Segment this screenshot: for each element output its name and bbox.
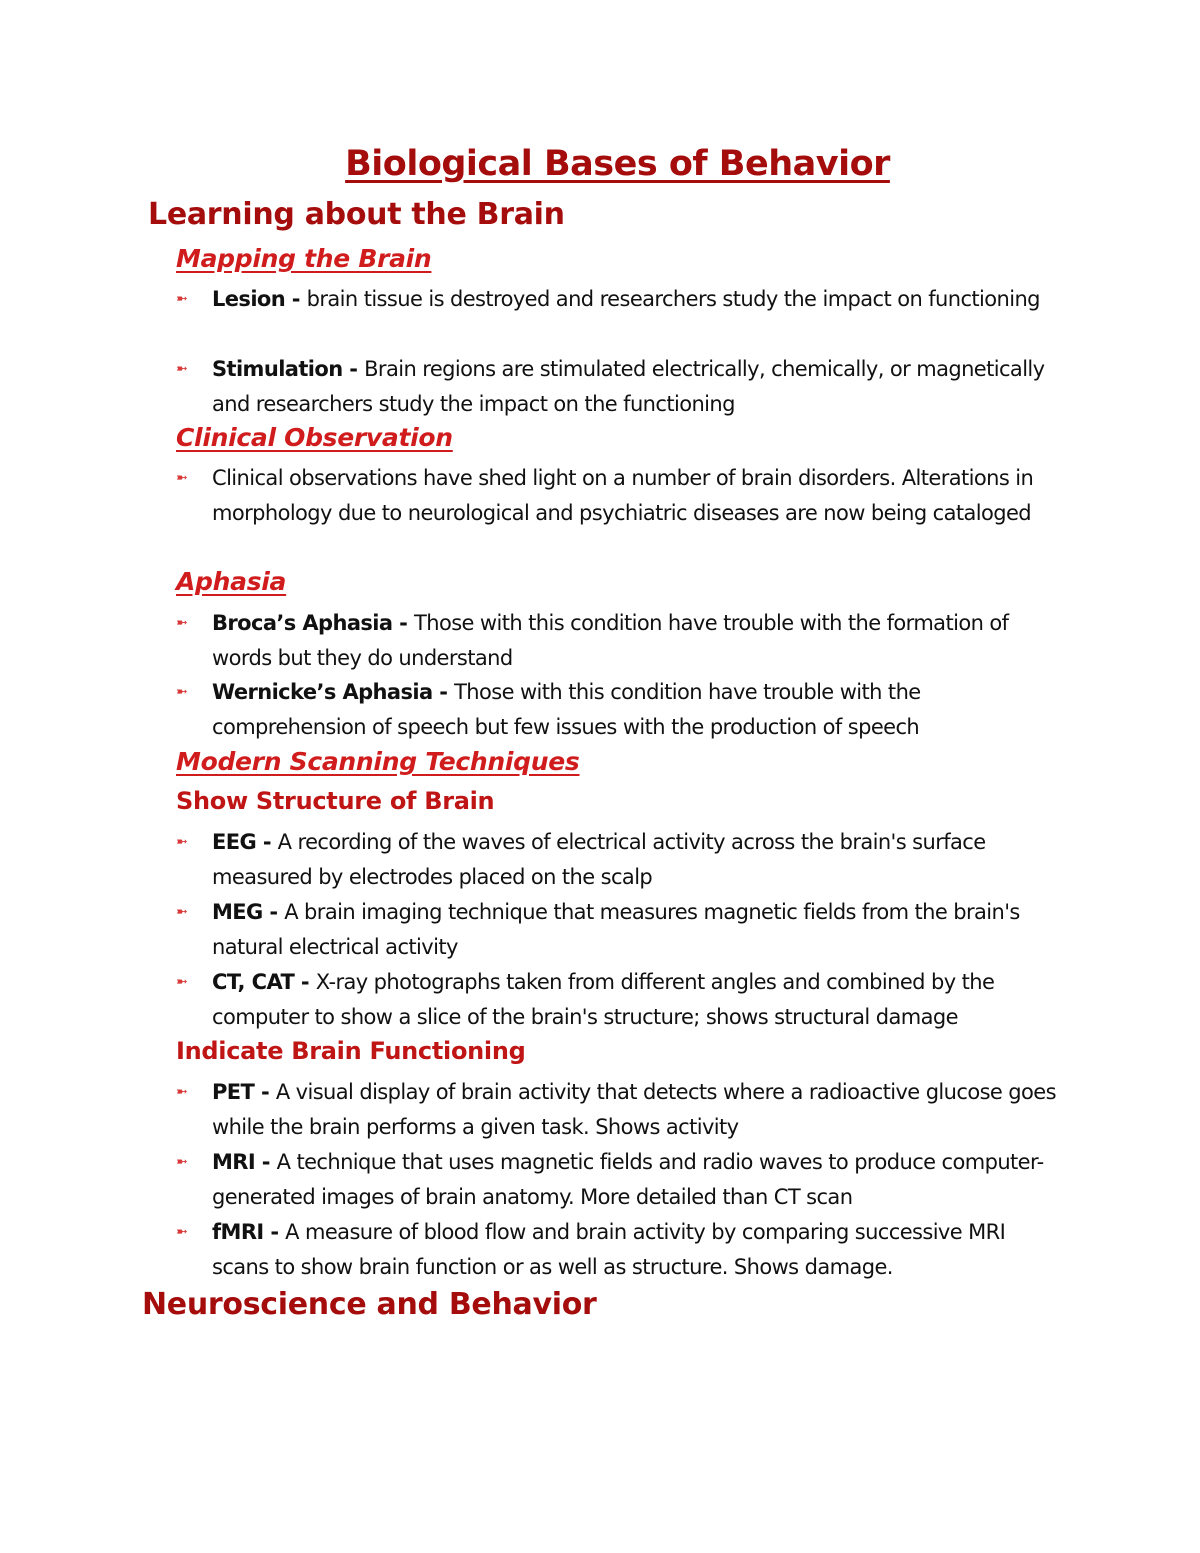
term-description: A brain imaging technique that measures magnetic fields from the brain's natural electrical activity (212, 900, 1020, 959)
term-label: MRI - (212, 1150, 277, 1174)
arrow-bullet-icon: ➼ (176, 974, 188, 990)
arrow-bullet-icon: ➼ (176, 1084, 188, 1100)
term-label: EEG - (212, 830, 278, 854)
arrow-bullet-icon: ➼ (176, 361, 188, 377)
section-heading-neuroscience: Neuroscience and Behavior (142, 1287, 597, 1322)
term-description: A technique that uses magnetic fields and radio waves to produce computer-generated images of brain anatomy. More detailed than CT scan (212, 1150, 1044, 1209)
term-description: X-ray photographs taken from different angles and combined by the computer to show a slice of the brain's structure; shows structural damage (212, 970, 995, 1029)
arrow-bullet-icon: ➼ (176, 615, 188, 631)
term-description: Those with this condition have trouble with the comprehension of speech but few issues with the production of speech (212, 680, 921, 739)
arrow-bullet-icon: ➼ (176, 470, 188, 486)
term-description: A visual display of brain activity that detects where a radioactive glucose goes while the brain performs a given task. Shows activity (212, 1080, 1056, 1139)
term-label: MEG - (212, 900, 285, 924)
term-description: Clinical observations have shed light on a number of brain disorders. Alterations in morphology due to neurological and psychiatric diseases are now being cataloged (212, 466, 1034, 525)
subheading-mapping: Mapping the Brain (176, 244, 432, 273)
arrow-bullet-icon: ➼ (176, 904, 188, 920)
section-heading-learning: Learning about the Brain (148, 197, 565, 232)
subheading-aphasia: Aphasia (176, 567, 287, 596)
arrow-bullet-icon: ➼ (176, 291, 188, 307)
term-label: PET - (212, 1080, 276, 1104)
term-label: fMRI - (212, 1220, 286, 1244)
term-label: CT, CAT - (212, 970, 316, 994)
subheading-functioning: Indicate Brain Functioning (176, 1037, 526, 1065)
term-label: Lesion - (212, 287, 307, 311)
arrow-bullet-icon: ➼ (176, 834, 188, 850)
term-description: A measure of blood flow and brain activity by comparing successive MRI scans to show brain function or as well as structure. Shows damage. (212, 1220, 1006, 1279)
term-label: Broca’s Aphasia - (212, 611, 415, 635)
arrow-bullet-icon: ➼ (176, 1154, 188, 1170)
term-label: Stimulation - (212, 357, 365, 381)
term-description: brain tissue is destroyed and researchers study the impact on functioning (306, 287, 1040, 311)
term-label: Wernicke’s Aphasia - (212, 680, 455, 704)
term-description: A recording of the waves of electrical activity across the brain's surface measured by electrodes placed on the scalp (212, 830, 986, 889)
arrow-bullet-icon: ➼ (176, 1224, 188, 1240)
subheading-structure: Show Structure of Brain (176, 787, 495, 815)
document-title: Biological Bases of Behavior (345, 144, 890, 184)
subheading-scanning: Modern Scanning Techniques (176, 747, 580, 776)
term-description: Those with this condition have trouble with the formation of words but they do understand (212, 611, 1009, 670)
term-description: Brain regions are stimulated electrically, chemically, or magnetically and researchers study the impact on the functioning (212, 357, 1045, 416)
subheading-clinical: Clinical Observation (176, 423, 453, 452)
arrow-bullet-icon: ➼ (176, 684, 188, 700)
